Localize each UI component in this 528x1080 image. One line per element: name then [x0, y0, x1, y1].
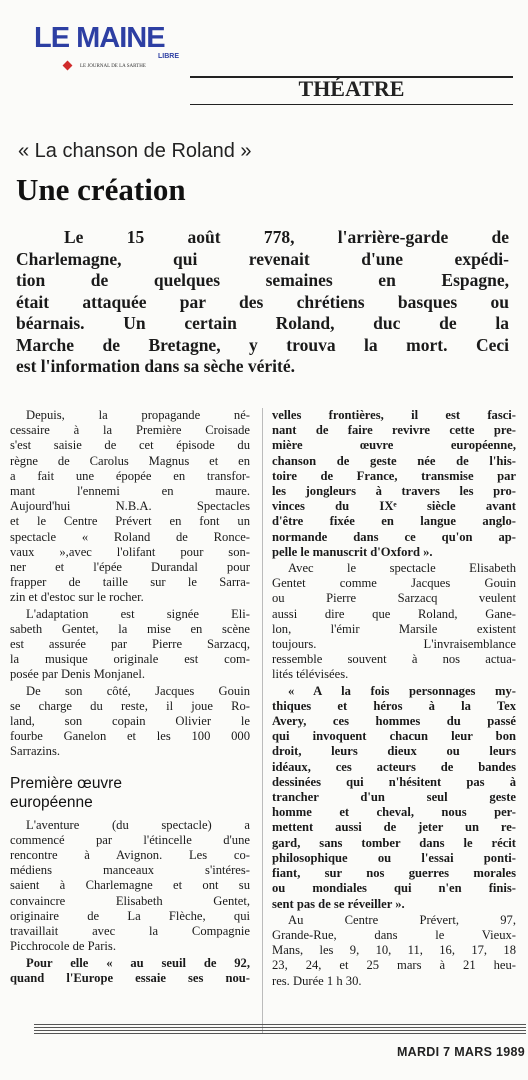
text-line: et le Centre Prévert en font un: [10, 514, 250, 529]
paragraph: [272, 684, 516, 912]
subheading-line: européenne: [10, 793, 93, 811]
article-subheading: [10, 774, 250, 812]
text-line: fourbe Ganelon et les 100 000: [10, 729, 250, 744]
text-line: toujours. L'invraisemblance: [272, 637, 516, 652]
text-line: Aujourd'hui N.B.A. Spectacles: [10, 499, 250, 514]
paragraph: [10, 684, 250, 760]
text-line: De son côté, Jacques Gouin: [26, 683, 250, 698]
text-line: Au Centre Prévert, 97,: [288, 912, 516, 927]
text-line: ou mondiales qui n'en finis-: [272, 881, 516, 896]
text-line: toire de France, transmise par: [272, 468, 516, 483]
text-line: L'aventure (du spectacle) a: [26, 817, 250, 832]
lead-line: est l'information dans sa sèche vérité.: [16, 356, 295, 376]
text-line: Pour elle « au seuil de 92,: [26, 955, 250, 970]
text-line: homme et cheval, nous per-: [272, 805, 516, 820]
text-line: ner et l'épée Durandal pour: [10, 560, 250, 575]
article-column-2: [272, 408, 516, 990]
lead-line: Marche de Bretagne, y trouva la mort. Ceci: [16, 334, 509, 355]
text-line: quand l'Europe essaie ses nou-: [10, 970, 250, 985]
text-line: sabeth Gentet, la mise en scène: [10, 621, 250, 636]
text-line: L'adaptation est signée Eli-: [26, 606, 250, 621]
lead-line: Charlemagne, qui revenait d'une expédi-: [16, 248, 509, 269]
text-line: « A la fois personnages my-: [288, 683, 516, 698]
text-line: médiens manceaux s'intéres-: [10, 863, 250, 878]
newspaper-logo: [34, 22, 194, 72]
column-divider: [262, 408, 263, 1033]
article-headline: Une création: [16, 172, 186, 207]
text-line: Sarrazins.: [10, 744, 61, 759]
logo-diamond-icon: [63, 61, 73, 71]
text-line: gard, sans tomber dans le récit: [272, 835, 516, 850]
text-line: ou Pierre Sarzacq veulent: [272, 591, 516, 606]
text-line: fiant, sur nos guerres morales: [272, 866, 516, 881]
text-line: vaux »,avec l'olifant pour son-: [10, 544, 250, 559]
article-lead: [16, 227, 509, 378]
text-line: Grande-Rue, dans le Vieux-: [272, 927, 516, 942]
text-line: Gentet comme Jacques Gouin: [272, 576, 516, 591]
text-line: les jongleurs à travers les pro-: [272, 484, 516, 499]
text-line: vinces du IXᵉ siècle avant: [272, 499, 516, 514]
text-line: Picchrocole de Paris.: [10, 939, 116, 954]
text-line: d'être fixée en langue anglo-: [272, 514, 516, 529]
article-column-1: [10, 408, 250, 987]
text-line: sent pas de se réveiller ».: [272, 896, 405, 911]
text-line: est assurée par Pierre Sarzacq,: [10, 637, 250, 652]
subheading-line: Première œuvre: [10, 774, 122, 792]
text-line: trancher d'un seul geste: [272, 790, 516, 805]
text-line: aussi dire que Roland, Gane-: [272, 606, 516, 621]
text-line: dessinées qui n'hésitent pas à: [272, 774, 516, 789]
lead-line: était attaquée par des chrétiens basques ou: [16, 291, 509, 312]
logo-tagline: LE JOURNAL DE LA SARTHE: [80, 64, 146, 69]
text-line: res. Durée 1 h 30.: [272, 973, 362, 988]
text-line: zin et d'estoc sur le rocher.: [10, 590, 144, 605]
text-line: commencé par l'étincelle d'une: [10, 832, 250, 847]
text-line: règne de Carolus Magnus et en: [10, 453, 250, 468]
text-line: rencontre à Avignon. Les co-: [10, 848, 250, 863]
text-line: cessaire à la Première Croisade: [10, 423, 250, 438]
lead-line: Le 15 août 778, l'arrière-garde de: [64, 227, 509, 247]
text-line: philosophique ou l'essai ponti-: [272, 850, 516, 865]
text-line: thiques et héros à la Tex: [272, 698, 516, 713]
lead-line: béarnais. Un certain Roland, duc de la: [16, 313, 509, 333]
text-line: mière œuvre européenne,: [272, 438, 516, 453]
text-line: pelle le manuscrit d'Oxford ».: [272, 544, 433, 559]
text-line: nant de faire revivre cette pre-: [272, 423, 516, 438]
text-line: droit, leurs dieux ou leurs: [272, 744, 516, 759]
paragraph: [10, 607, 250, 683]
text-line: travaillait avec la Compagnie: [10, 924, 250, 939]
text-line: convaincre Elisabeth Gentet,: [10, 893, 250, 908]
text-line: frapper de taille sur le Sarra-: [10, 575, 250, 590]
logo-name: LE MAINE: [34, 22, 165, 54]
text-line: s'est saisie de cet épisode du: [10, 438, 250, 453]
text-line: Depuis, la propagande né-: [26, 408, 250, 422]
text-line: se charge du reste, il joue Ro-: [10, 698, 250, 713]
bottom-rule: [34, 1024, 526, 1034]
text-line: 23, 24, et 25 mars à 21 heu-: [272, 958, 516, 973]
text-line: saient à Charlemagne et ont su: [10, 878, 250, 893]
text-line: Avec le spectacle Elisabeth: [288, 561, 516, 576]
text-line: Mans, les 9, 10, 11, 16, 17, 18: [272, 943, 516, 958]
paragraph: [272, 561, 516, 683]
paragraph: [10, 956, 250, 986]
text-line: originaire de La Flèche, qui: [10, 908, 250, 923]
text-line: posée par Denis Monjanel.: [10, 667, 145, 682]
text-line: lon, l'émir Marsile existent: [272, 621, 516, 636]
text-line: ressemble souvent à nos actua-: [272, 652, 516, 667]
paragraph: [10, 818, 250, 955]
text-line: a fait une épopée en transfor-: [10, 468, 250, 483]
text-line: land, son copain Olivier le: [10, 714, 250, 729]
paragraph: [10, 408, 250, 606]
text-line: velles frontières, il est fasci-: [272, 408, 516, 422]
publication-date: MARDI 7 MARS 1989: [396, 1045, 525, 1059]
text-line: spectacle « Roland de Ronce-: [10, 529, 250, 544]
paragraph: [272, 913, 516, 989]
text-line: chanson de geste née de l'his-: [272, 453, 516, 468]
lead-line: tion de quelques semaines en Espagne,: [16, 270, 509, 290]
text-line: Avery, ces hommes du passé: [272, 714, 516, 729]
logo-libre: LIBRE: [158, 53, 179, 60]
text-line: idéaux, ces acteurs de bandes: [272, 759, 516, 774]
text-line: mettent aussi de jeter un re-: [272, 820, 516, 835]
text-line: qui invoquent chacun leur bon: [272, 729, 516, 744]
text-line: mant l'ennemi en maure.: [10, 484, 250, 499]
paragraph: [272, 408, 516, 560]
text-line: lités télévisées.: [272, 667, 349, 682]
article-kicker: « La chanson de Roland »: [18, 140, 252, 162]
text-line: la musique originale est com-: [10, 652, 250, 667]
section-title: THÉATRE: [298, 76, 405, 101]
text-line: normande dans ce qu'on ap-: [272, 529, 516, 544]
